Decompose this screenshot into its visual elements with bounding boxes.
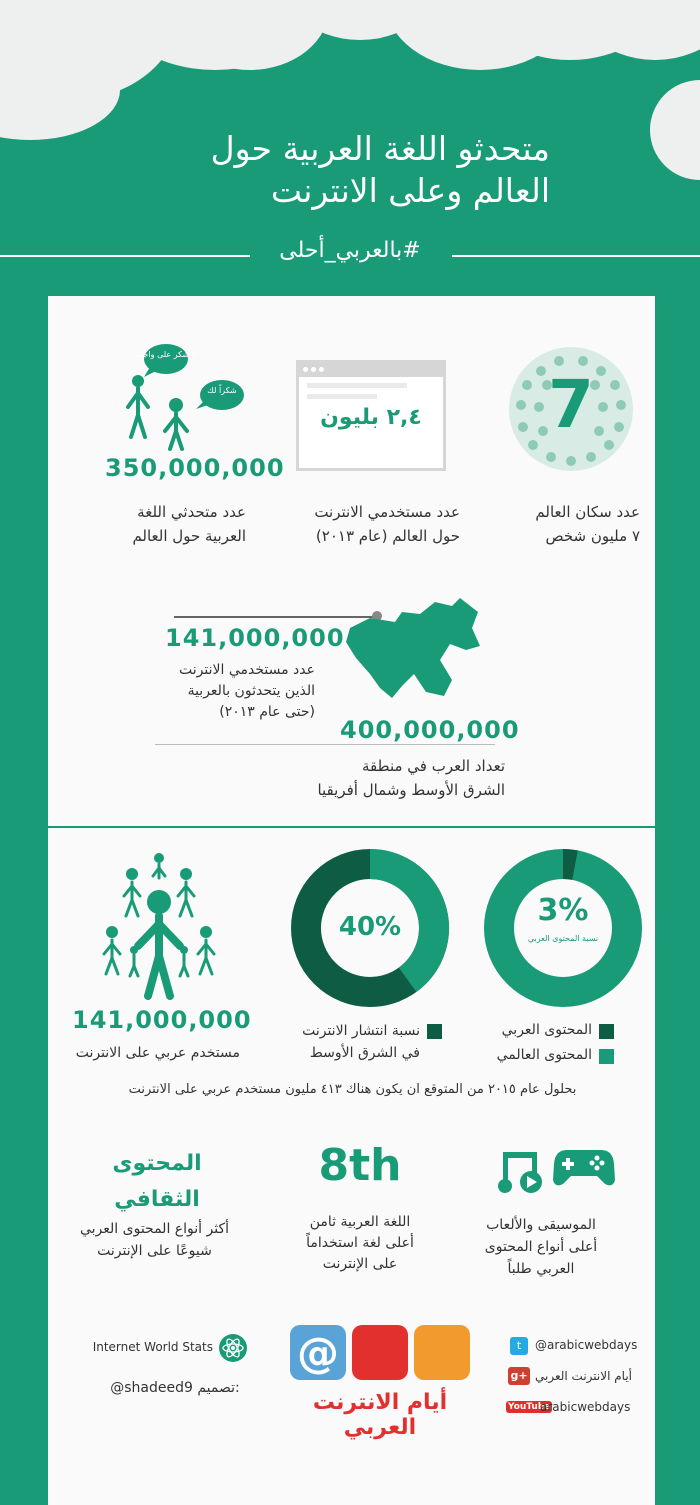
arabic-speakers-line-1: عدد متحدثي اللغة	[137, 503, 246, 521]
games-line-1: الموسيقى والألعاب	[486, 1217, 596, 1233]
arabic-content-percent: 3%	[537, 893, 589, 928]
arab-users-label: مستخدم عربي على الانترنت	[75, 1045, 240, 1061]
people-group-icon	[98, 852, 220, 1000]
users-line-3: (حتى عام ٢٠١٣)	[219, 704, 315, 720]
divider-right	[452, 255, 700, 257]
rank-label	[285, 1212, 435, 1275]
legend-arabic-label: المحتوى العربي	[501, 1022, 592, 1038]
internet-users-line-1: عدد مستخدمي الانترنت	[314, 503, 460, 521]
design-label: تصميم:	[197, 1380, 240, 1396]
logo-at-block: @	[290, 1325, 346, 1380]
middle-east-map	[340, 588, 490, 708]
bubble-text-1: لا شكر على واجب	[135, 350, 197, 359]
rank-line-1: اللغة العربية ثامن	[309, 1214, 411, 1230]
culture-title	[92, 1146, 222, 1218]
penetration-percent: 40%	[338, 912, 402, 942]
legend-world-swatch	[599, 1049, 614, 1064]
culture-label	[62, 1218, 247, 1262]
internet-users-line-2: حول العالم (عام ٢٠١٣)	[315, 527, 460, 545]
brand-name: أيام الانترنت العربي	[312, 1390, 448, 1440]
gplus-name[interactable]: أيام الانترنت العربي	[535, 1369, 633, 1383]
legend-arabic-swatch	[599, 1024, 614, 1039]
penetration-line-1: نسبة انتشار الانترنت	[302, 1023, 420, 1039]
twitter-handle[interactable]: @arabicwebdays	[535, 1338, 638, 1352]
bubble-text-2: شكراً لك	[207, 386, 237, 395]
speaking-people-icon	[118, 343, 268, 453]
source-label: Internet World Stats	[92, 1340, 213, 1354]
population-number: 7	[548, 366, 594, 443]
arab-population-number: 400,000,000	[340, 716, 520, 744]
title-line-1: متحدثو اللغة العربية حول	[210, 129, 550, 168]
rank-line-3: على الإنترنت	[322, 1256, 398, 1272]
youtube-label: YouTube	[508, 1402, 551, 1412]
youtube-handle[interactable]: arabicwebdays	[540, 1400, 631, 1414]
logo-orange-block	[414, 1325, 470, 1380]
legend-penetration-label	[270, 1020, 420, 1064]
arabic-content-donut	[483, 848, 643, 1008]
users-line-1: عدد مستخدمي الانترنت	[179, 662, 315, 678]
pop-line-1: تعداد العرب في منطقة	[362, 757, 505, 775]
forecast-text: بحلول عام ٢٠١٥ من المتوقع ان يكون هناك ٤١٣ مليون مستخدم عربي على الانترنت	[128, 1082, 577, 1097]
internet-users-value: ٢,٤ بليون	[320, 405, 422, 430]
cloud	[650, 80, 700, 180]
arab-users-number: 141,000,000	[72, 1006, 252, 1034]
arabic-speakers-number: 350,000,000	[105, 454, 285, 482]
page-title	[130, 128, 550, 212]
music-note-icon	[497, 1148, 547, 1198]
arabic-rank: 8th	[318, 1140, 402, 1191]
penetration-line-2: في الشرق الأوسط	[309, 1045, 420, 1061]
atom-icon	[218, 1333, 248, 1363]
green-band	[48, 826, 655, 828]
arabic-internet-users-label	[150, 660, 315, 723]
games-line-2: أعلى أنواع المحتوى	[484, 1239, 598, 1255]
map-divider-line	[155, 744, 495, 745]
brand-logo	[290, 1325, 470, 1380]
users-line-2: الذين يتحدثون بالعربية	[187, 683, 315, 699]
games-label	[465, 1214, 617, 1280]
arabic-internet-users-number: 141,000,000	[165, 624, 345, 652]
culture-line-1: أكثر أنواع المحتوى العربي	[79, 1221, 230, 1237]
internet-users-label	[270, 500, 460, 548]
population-line-2: ٧ مليون شخص	[545, 527, 640, 545]
hashtag[interactable]: #بالعربي_أحلى	[279, 238, 421, 263]
designer-handle[interactable]: @shadeed9	[110, 1380, 193, 1396]
rank-line-2: أعلى لغة استخداماً	[306, 1235, 414, 1251]
arab-population-label	[300, 754, 505, 802]
gamepad-icon	[553, 1148, 615, 1188]
title-line-2: العالم وعلى الانترنت	[270, 171, 550, 210]
culture-line-2: شيوعًا على الإنترنت	[97, 1243, 212, 1259]
legend-penetration-swatch	[427, 1024, 442, 1039]
designer-credit[interactable]	[100, 1380, 250, 1396]
games-line-3: العربي طلباً	[507, 1261, 575, 1277]
culture-title-1: المحتوى	[112, 1151, 202, 1176]
population-line-1: عدد سكان العالم	[535, 503, 640, 521]
youtube-icon	[506, 1399, 551, 1415]
logo-red-block	[352, 1325, 408, 1380]
pop-line-2: الشرق الأوسط وشمال أفريقيا	[317, 781, 505, 799]
arabic-content-sub: نسبة المحتوى العربي	[527, 934, 599, 943]
gplus-icon: g+	[508, 1367, 530, 1385]
divider-left	[0, 255, 250, 257]
population-label	[490, 500, 640, 548]
culture-title-2: الثقافي	[114, 1187, 200, 1212]
arabic-speakers-label	[80, 500, 246, 548]
twitter-icon: t	[510, 1337, 528, 1355]
legend-world-label: المحتوى العالمي	[496, 1047, 592, 1063]
arabic-speakers-line-2: العربية حول العالم	[132, 527, 246, 545]
